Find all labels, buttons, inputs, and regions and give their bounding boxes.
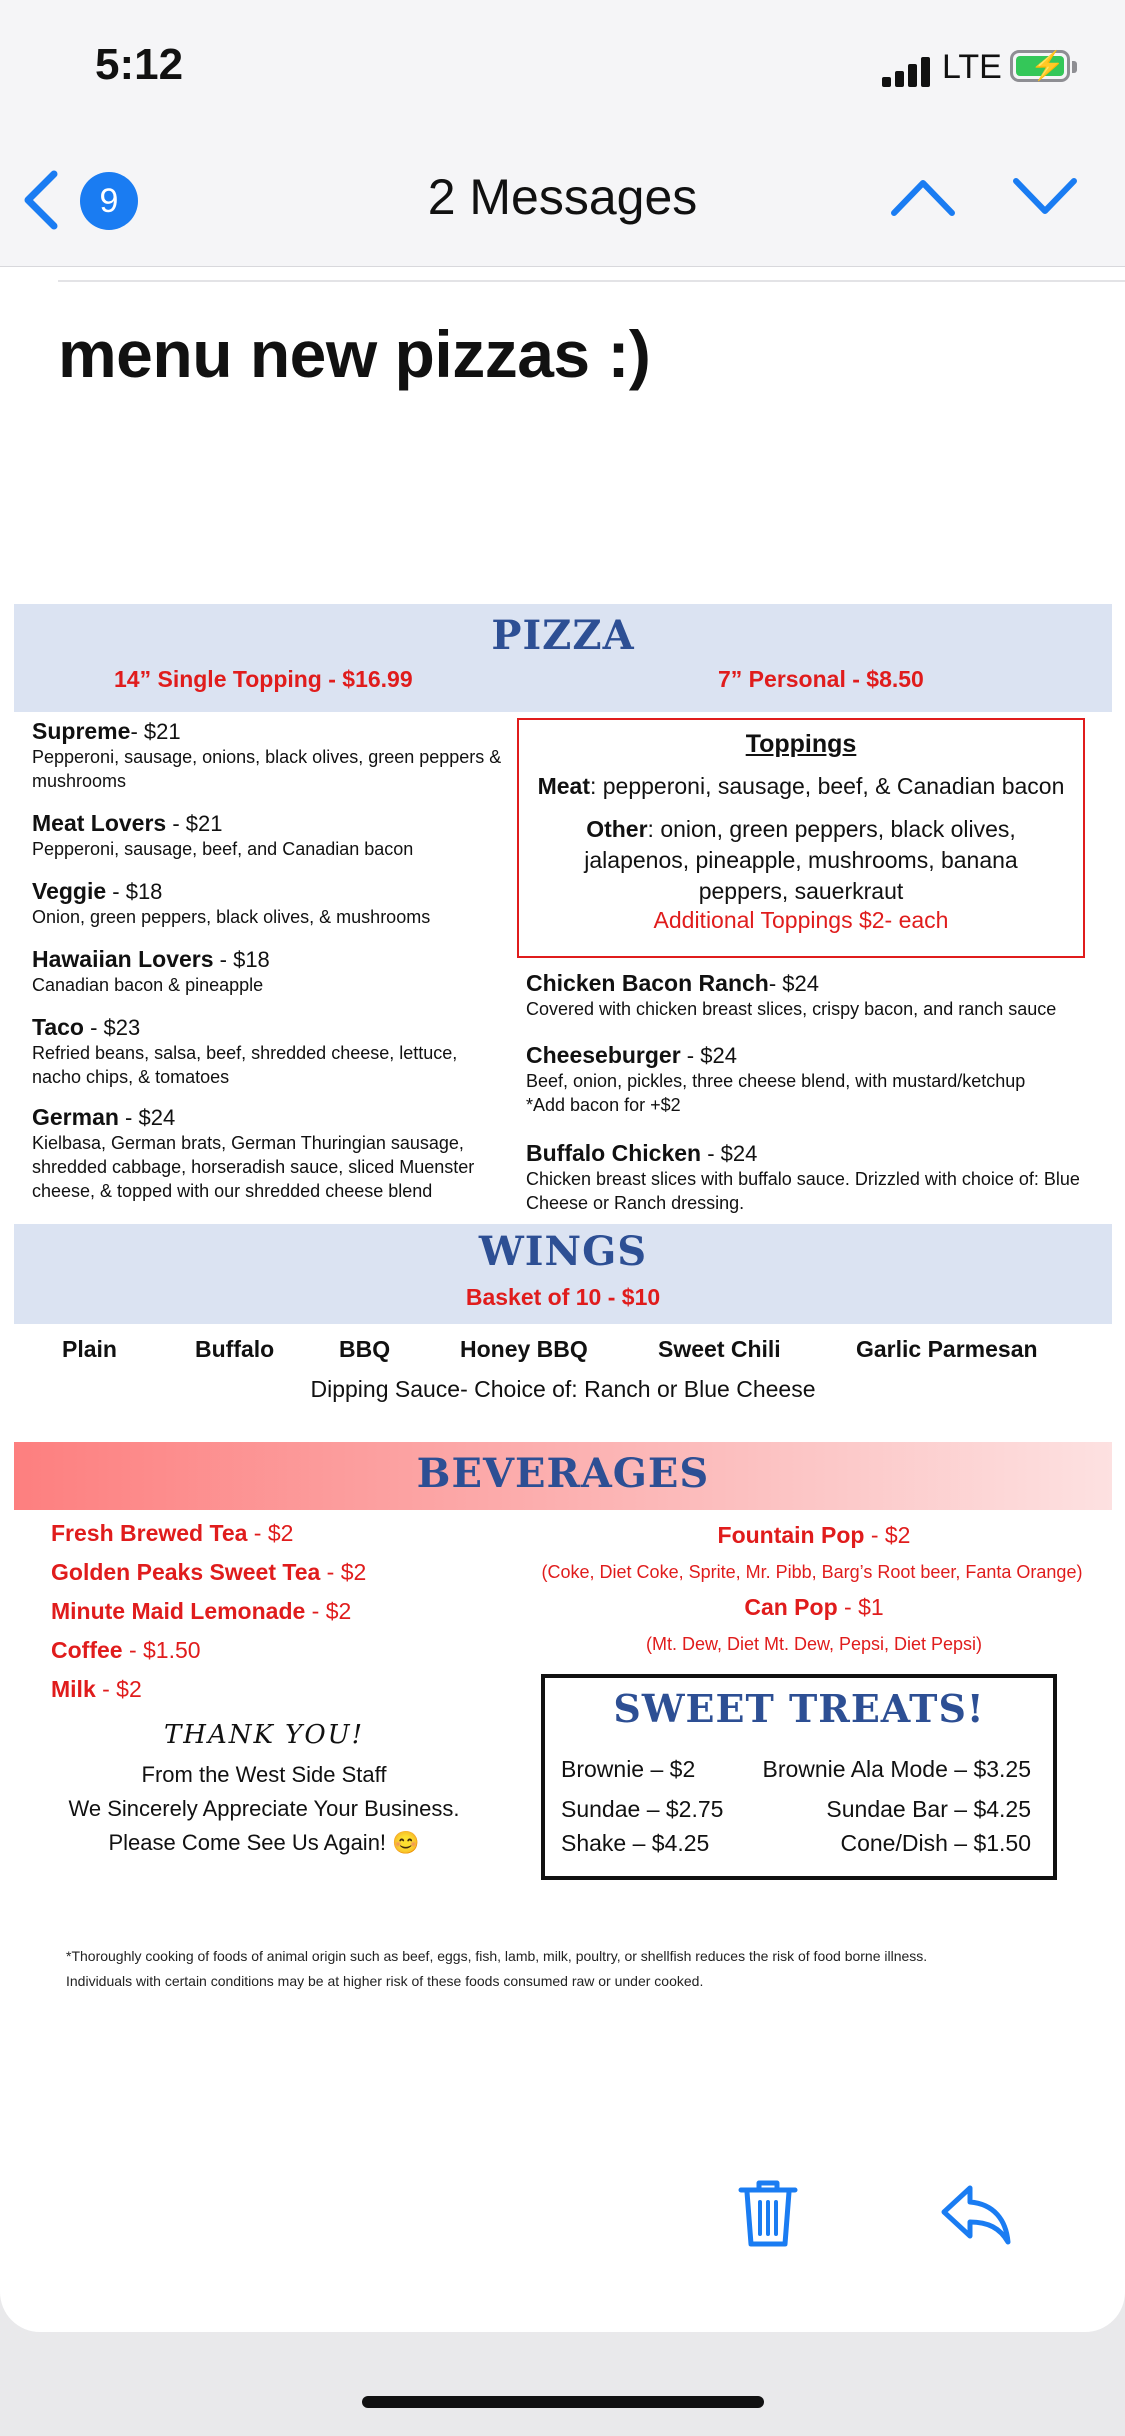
beverages-banner: BEVERAGES <box>416 1450 710 1497</box>
email-subject: menu new pizzas :) <box>58 317 651 391</box>
menu-item-german: German - $24 Kielbasa, German brats, German Thuringian sausage, shredded cabbage, horseradish sauce, sliced Muenster cheese, & topped with our shredded cheese blend <box>32 1104 475 1201</box>
food-safety-disclaimer: *Thoroughly cooking of foods of animal origin such as beef, eggs, fish, lamb, milk, poultry, or shellfish reduces the risk of food borne illness. Individuals with certain conditions may be at higher risk of these foods consumed raw or under cooked. <box>66 1948 928 1989</box>
thank-you-note <box>34 1720 494 1860</box>
treat-row: Brownie – $2 Brownie Ala Mode – $3.25 <box>561 1756 1031 1782</box>
previous-message-button[interactable] <box>890 175 956 219</box>
menu-item-cheeseburger: Cheeseburger - $24 Beef, onion, pickles, three cheese blend, with mustard/ketchup *Add bacon for +$2 <box>526 1042 1026 1115</box>
menu-item-hawaiian-lovers: Hawaiian Lovers - $18 Canadian bacon & pineapple <box>32 946 270 995</box>
nav-title: 2 Messages <box>427 169 698 225</box>
can-pop: Can Pop - $1 <box>744 1594 884 1620</box>
sweet-treats-box <box>541 1674 1057 1880</box>
thank-you-line: From the West Side Staff <box>141 1762 387 1787</box>
nav-bar <box>0 140 1125 267</box>
wing-flavor: Buffalo <box>195 1336 275 1362</box>
sweet-treats-title: SWEET TREATS! <box>613 1686 985 1731</box>
trash-icon[interactable] <box>737 2178 799 2248</box>
network-label: LTE <box>942 48 1002 86</box>
treat-row: Sundae – $2.75 Sundae Bar – $4.25 <box>561 1796 1031 1822</box>
wings-flavors <box>14 1336 1112 1366</box>
status-bar <box>0 0 1125 140</box>
beverage-item: Coffee - $1.50 <box>51 1637 201 1663</box>
beverage-item: Minute Maid Lemonade - $2 <box>51 1598 352 1624</box>
thank-you-line: We Sincerely Appreciate Your Business. <box>68 1796 460 1821</box>
unread-count-badge: 9 <box>80 172 138 230</box>
signal-icon <box>882 55 934 87</box>
fountain-pop-list: (Coke, Diet Coke, Sprite, Mr. Pibb, Barg’s Root beer, Fanta Orange) <box>541 1562 1083 1582</box>
thank-you-title: THANK YOU! <box>163 1720 365 1750</box>
menu-item-taco: Taco - $23 Refried beans, salsa, beef, shredded cheese, lettuce, nacho chips, & tomatoes <box>32 1014 458 1087</box>
pizza-header <box>14 604 1112 712</box>
battery-icon: ⚡ <box>1010 50 1070 82</box>
thank-you-line: Please Come See Us Again! 😊 <box>108 1830 420 1855</box>
single-topping-price: 14” Single Topping - $16.99 <box>114 666 413 692</box>
toppings-meat: Meat: pepperoni, sausage, beef, & Canadian bacon <box>537 773 1065 799</box>
wing-flavor: Garlic Parmesan <box>856 1336 1038 1362</box>
toppings-other: Other: onion, green peppers, black olives, jalapenos, pineapple, mushrooms, banana peppers, sauerkraut <box>584 816 1018 904</box>
beverage-item: Fresh Brewed Tea - $2 <box>51 1520 294 1546</box>
divider <box>58 280 1125 282</box>
reply-icon[interactable] <box>940 2182 1012 2248</box>
menu-item-chicken-bacon-ranch: Chicken Bacon Ranch- $24 Covered with chicken breast slices, crispy bacon, and ranch sauce <box>526 970 1057 1019</box>
can-pop-list: (Mt. Dew, Diet Mt. Dew, Pepsi, Diet Pepsi) <box>645 1634 983 1654</box>
menu-item-veggie: Veggie - $18 Onion, green peppers, black olives, & mushrooms <box>32 878 431 927</box>
wing-flavor: Sweet Chili <box>658 1336 781 1362</box>
additional-toppings-price: Additional Toppings $2- each <box>653 907 949 933</box>
wing-flavor: Plain <box>62 1336 117 1362</box>
beverage-item: Milk - $2 <box>51 1676 142 1702</box>
personal-price: 7” Personal - $8.50 <box>718 666 924 692</box>
wing-flavor: Honey BBQ <box>460 1336 588 1362</box>
toppings-box <box>517 718 1085 958</box>
wings-basket-price: Basket of 10 - $10 <box>465 1284 661 1310</box>
home-indicator[interactable] <box>362 2396 764 2408</box>
beverages-header <box>14 1442 1112 1510</box>
status-time: 5:12 <box>95 40 184 89</box>
next-message-button[interactable] <box>1012 175 1078 219</box>
toppings-title: Toppings <box>745 730 857 758</box>
menu-image <box>14 604 1112 2024</box>
beverage-item: Golden Peaks Sweet Tea - $2 <box>51 1559 367 1585</box>
fountain-pop: Fountain Pop - $2 <box>717 1522 911 1548</box>
menu-item-buffalo-chicken: Buffalo Chicken - $24 Chicken breast slices with buffalo sauce. Drizzled with choice of: Blue Cheese or Ranch dressing. <box>526 1140 1080 1213</box>
wings-header <box>14 1224 1112 1324</box>
wings-banner: WINGS <box>478 1228 648 1275</box>
menu-item-meat-lovers: Meat Lovers - $21 Pepperoni, sausage, beef, and Canadian bacon <box>32 810 414 859</box>
wing-flavor: BBQ <box>339 1336 391 1362</box>
dipping-sauce: Dipping Sauce- Choice of: Ranch or Blue Cheese <box>310 1376 816 1402</box>
pizza-banner: PIZZA <box>491 612 635 659</box>
menu-item-supreme: Supreme- $21 Pepperoni, sausage, onions, black olives, green peppers & mushrooms <box>32 718 502 791</box>
treat-row: Shake – $4.25 Cone/Dish – $1.50 <box>561 1830 1031 1856</box>
